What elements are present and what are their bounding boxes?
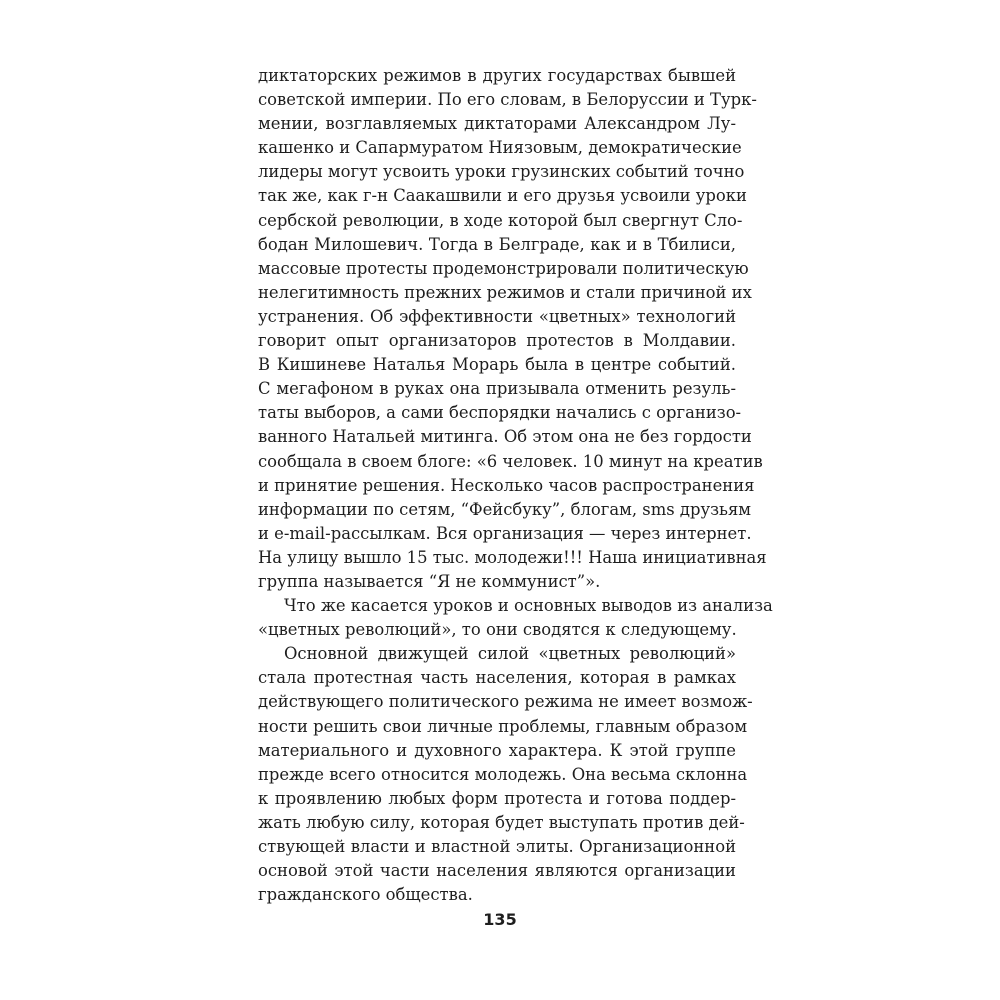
page-number: 135 xyxy=(483,910,517,929)
text-line: ности решить свои личные проблемы, главным образом xyxy=(258,716,748,736)
paragraph xyxy=(258,594,773,642)
text-line: сербской революции, в ходе которой был свергнут Сло- xyxy=(258,210,743,230)
text-line: основой этой части населения являются организации xyxy=(258,861,736,881)
text-line: массовые протесты продемонстрировали политическую xyxy=(258,258,749,278)
text-line: кашенко и Сапармуратом Ниязовым, демократические xyxy=(258,138,742,158)
text-line: диктаторских режимов в других государствах бывшей xyxy=(258,66,736,85)
text-line: гражданского общества. xyxy=(258,885,473,905)
paragraph xyxy=(258,64,767,594)
text-line: сообщала в своем блоге: «6 человек. 10 минут на креатив xyxy=(258,451,763,471)
text-line: и принятие решения. Несколько часов распространения xyxy=(258,475,755,495)
page-body-text xyxy=(258,64,773,907)
text-line: говорит опыт организаторов протестов в Молдавии. xyxy=(258,331,736,351)
text-line: С мегафоном в руках она призывала отменить резуль- xyxy=(258,379,736,399)
text-line: «цветных революций», то они сводятся к следующему. xyxy=(258,620,737,640)
text-line: и e-mail-рассылкам. Вся организация — через интернет. xyxy=(258,523,752,543)
text-line: жать любую силу, которая будет выступать против дей- xyxy=(258,812,745,832)
text-line: так же, как г-н Саакашвили и его друзья усвоили уроки xyxy=(258,186,747,206)
text-line: Основной движущей силой «цветных революций» xyxy=(284,644,736,664)
text-line: к проявлению любых форм протеста и готова поддер- xyxy=(258,788,736,808)
text-line: устранения. Об эффективности «цветных» технологий xyxy=(258,306,736,326)
text-line: таты выборов, а сами беспорядки начались с организо- xyxy=(258,403,742,423)
text-line: прежде всего относится молодежь. Она весьма склонна xyxy=(258,764,748,784)
text-line: В Кишиневе Наталья Морарь была в центре событий. xyxy=(258,355,736,375)
text-line: бодан Милошевич. Тогда в Белграде, как и в Тбилиси, xyxy=(258,234,736,254)
text-line: ванного Натальей митинга. Об этом она не без гордости xyxy=(258,427,752,447)
text-line: На улицу вышло 15 тыс. молодежи!!! Наша инициативная xyxy=(258,547,767,567)
text-line: лидеры могут усвоить уроки грузинских событий точно xyxy=(258,162,745,182)
text-line: действующего политического режима не имеет возмож- xyxy=(258,692,753,712)
text-line: ствующей власти и властной элиты. Организационной xyxy=(258,837,736,856)
text-line: группа называется “Я не коммунист”». xyxy=(258,571,601,591)
text-line: стала протестная часть населения, которая в рамках xyxy=(258,668,736,688)
text-line: информации по сетям, “Фейсбуку”, блогам, sms друзьям xyxy=(258,499,752,519)
text-line: мении, возглавляемых диктаторами Александром Лу- xyxy=(258,114,736,134)
paragraph xyxy=(258,642,753,907)
text-line: материального и духовного характера. К этой группе xyxy=(258,740,736,760)
text-line: нелегитимность прежних режимов и стали причиной их xyxy=(258,282,752,302)
text-line: советской империи. По его словам, в Белоруссии и Турк- xyxy=(258,90,757,110)
text-line: Что же касается уроков и основных выводов из анализа xyxy=(284,596,773,616)
